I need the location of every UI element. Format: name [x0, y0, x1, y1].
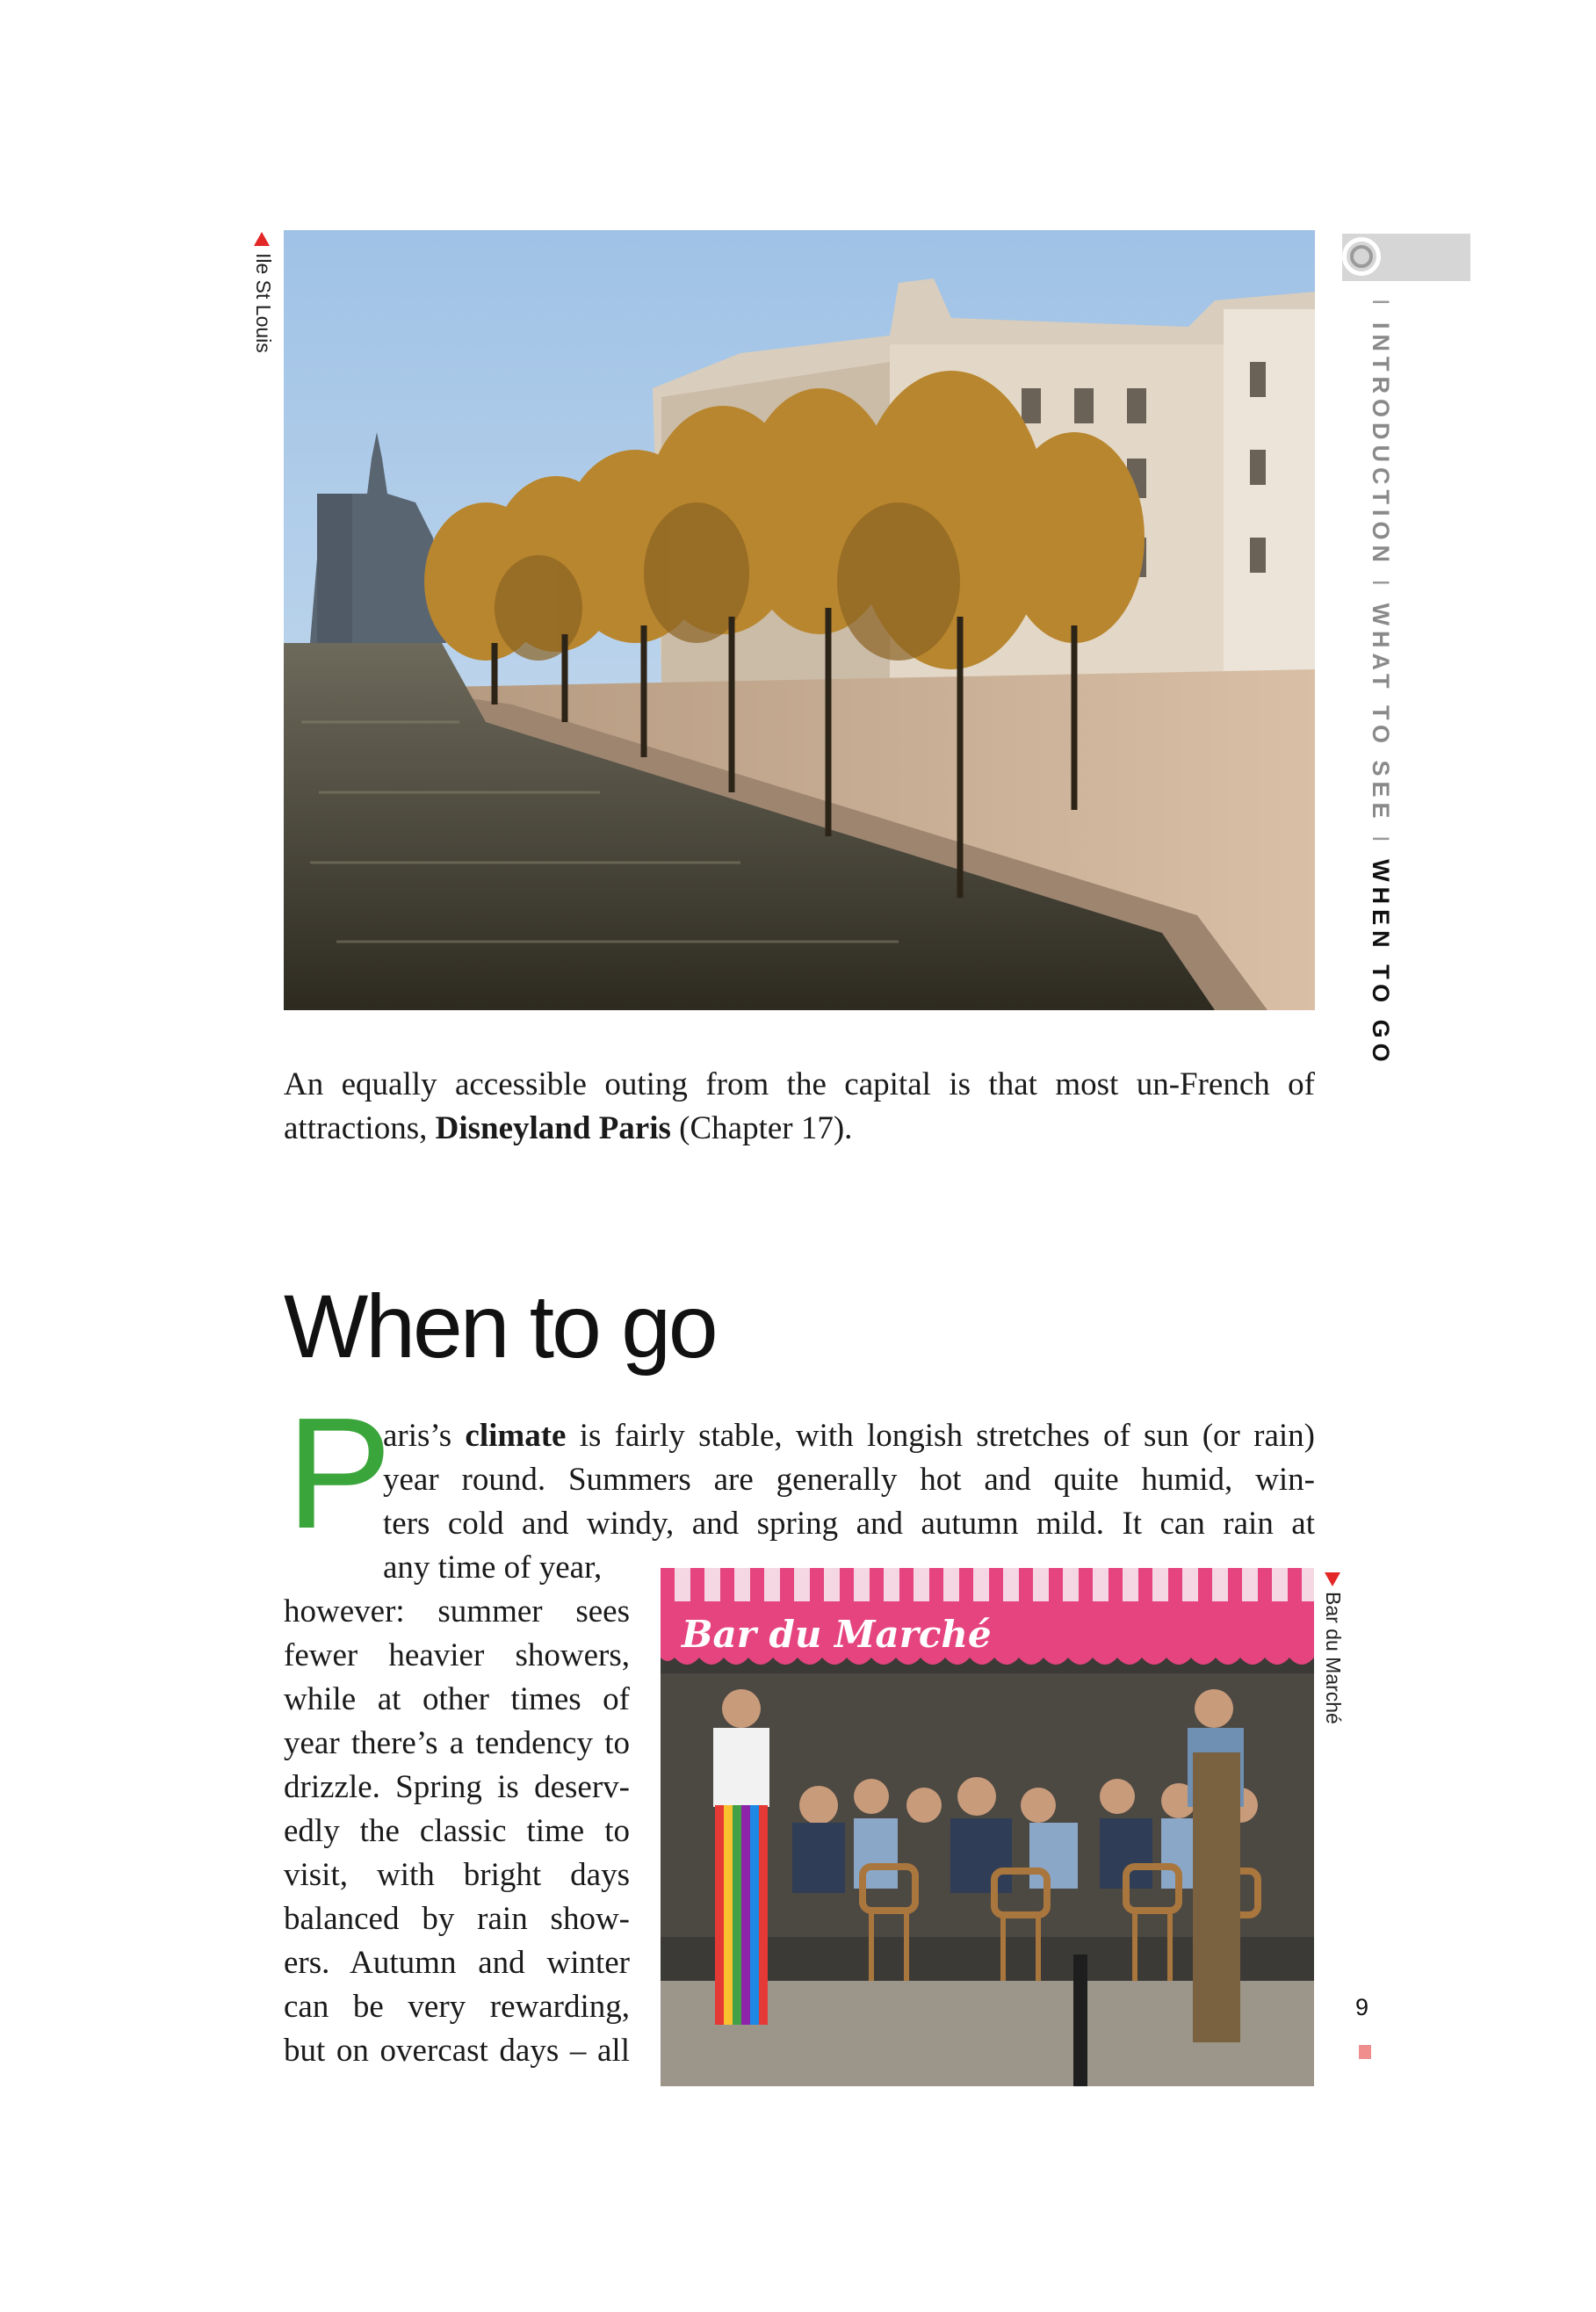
caption-triangle-icon [1325, 1572, 1340, 1586]
paragraph-line: however: summer sees [284, 1593, 630, 1629]
photo-caption-top [249, 232, 274, 372]
section-heading: When to go [284, 1276, 716, 1376]
paragraph-line: ers. Autumn and winter [284, 1945, 630, 1981]
running-head-introduction: INTRODUCTION [1368, 322, 1394, 568]
paragraph-line: ters cold and windy, and spring and autumn mild. It can rain at [383, 1506, 1315, 1542]
paragraph-line: edly the classic time to [284, 1813, 630, 1849]
intro-paragraph: An equally accessible outing from the capital is that most un-French of attractions, Disneyland Paris (Chapter 17). [284, 1066, 1315, 1146]
paragraph-line: but on overcast days – all [284, 2033, 630, 2069]
paragraph-line: balanced by rain show- [284, 1901, 630, 1937]
page-marker-square [1359, 2045, 1371, 2059]
page-number: 9 [1355, 1994, 1369, 2020]
paragraph-line: visit, with bright days [284, 1857, 630, 1893]
disneyland-link-text: Disneyland Paris [435, 1110, 671, 1146]
drop-cap: P [286, 1385, 393, 1562]
caption-triangle-icon [254, 232, 270, 246]
paragraph-line: any time of year, [383, 1550, 603, 1586]
paragraph-line: while at other times of [284, 1681, 630, 1717]
paragraph-line: fewer heavier showers, [284, 1637, 630, 1673]
running-head-when-to-go: WHEN TO GO [1368, 859, 1394, 1067]
paragraph-line: drizzle. Spring is deserv- [284, 1769, 630, 1805]
running-head-what-to-see: WHAT TO SEE [1368, 603, 1394, 824]
paragraph-line: can be very rewarding, [284, 1989, 630, 2025]
paragraph-line: aris’s climate is fairly stable, with longish stretches of sun (or rain) [383, 1418, 1315, 1454]
caption-text: Bar du Marché [1322, 1592, 1345, 1724]
paragraph-line: year round. Summers are generally hot and quite humid, win- [383, 1462, 1315, 1498]
photo-bar-du-marche [661, 1568, 1314, 2086]
paragraph-line: year there’s a tendency to [284, 1725, 630, 1761]
awning-sign-text: Bar du Marché [682, 1613, 992, 1656]
running-head: I INTRODUCTION I WHAT TO SEE I WHEN TO GO [1368, 299, 1394, 1067]
climate-keyword: climate [465, 1418, 567, 1454]
photo-ile-st-louis [284, 230, 1315, 1010]
caption-text: Ile St Louis [252, 253, 275, 353]
photo-caption-bottom [1322, 1572, 1349, 1748]
section-tab-circle-icon [1342, 237, 1381, 276]
